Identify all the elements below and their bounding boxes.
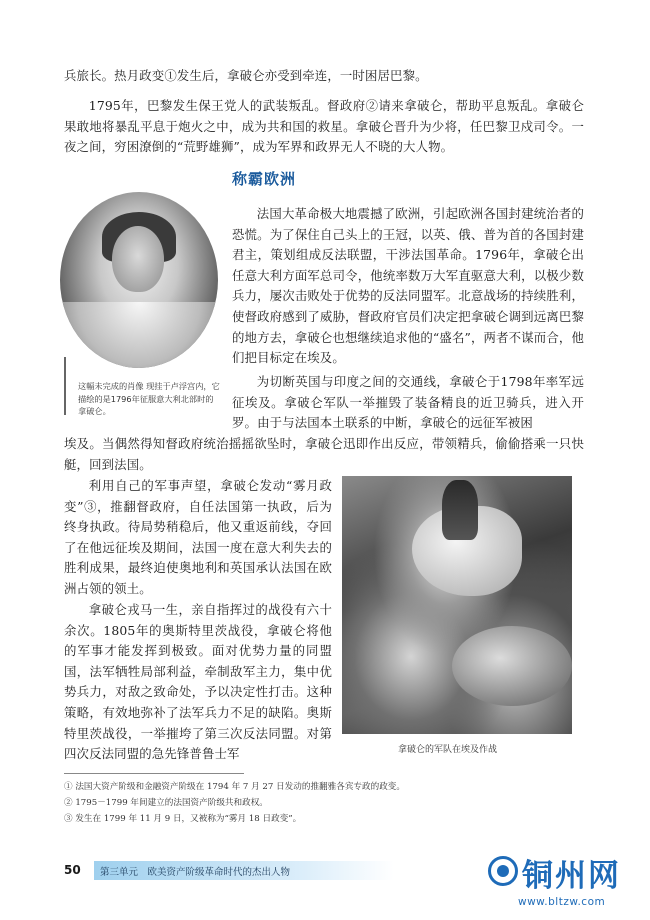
site-watermark: [488, 850, 638, 914]
section-title: 称霸欧洲: [232, 170, 297, 188]
caption-bar: [64, 357, 66, 415]
portrait-face: [112, 226, 164, 292]
footer-unit-title: 第三单元 欧美资产阶级革命时代的杰出人物: [100, 867, 291, 878]
footnote-1: ① 法国大资产阶级和金融资产阶级在 1794 年 7 月 27 日发动的推翻雅各宾专政的政变。: [64, 782, 405, 792]
portrait-coat: [60, 302, 218, 368]
watermark-name: 铜州网: [522, 858, 621, 894]
footnote-2: ② 1795－1799 年间建立的法国资产阶级共和政权。: [64, 798, 268, 808]
footnote-3: ③ 发生在 1799 年 11 月 9 日，又被称为“雾月 18 日政变”。: [64, 814, 302, 824]
watermark-logo-icon: [488, 856, 518, 886]
paragraph-2: 1795年，巴黎发生保王党人的武装叛乱。督政府②请来拿破仑，帮助平息叛乱。拿破仑果敢地将暴乱平息于炮火之中，成为共和国的救星。拿破仑晋升为少将，任巴黎卫戍司令。一夜之间，穷困潦倒的“荒野雄狮”，成为军界和政界无人不晓的大人物。: [64, 98, 584, 155]
paragraph-4a: 为切断英国与印度之间的交通线，拿破仑于1798年率军远征埃及。拿破仑军队一举摧毁了装备精良的近卫骑兵，进入开罗。由于与法国本土联系的中断，拿破仑的远征军被困: [232, 374, 584, 431]
paragraph-6: 拿破仑戎马一生，亲自指挥过的战役有六十余次。1805年的奥斯特里茨战役，拿破仑将他的军事才能发挥到极致。面对优势力量的同盟国，法军牺牲局部利益，牵制敌军主力，集中优势兵力，对敌之致命处，予以决定性打击。这种策略，有效地弥补了法军兵力不足的缺陷。奥斯特里茨战役，一举摧垮了第三次反法同盟。对第四次反法同盟的急先锋普鲁士军: [64, 602, 332, 762]
paragraph-5: 利用自己的军事声望，拿破仑发动“雾月政变”③，推翻督政府，自任法国第一执政，后为终身执政。待局势稍稳后，他又重返前线，夺回了在他远征埃及期间，法国一度在意大利失去的胜利成果，最终迫使奥地利和英国承认法国在欧洲占领的领土。: [64, 478, 332, 596]
rider: [442, 480, 478, 540]
watermark-url: www.bltzw.com: [518, 896, 606, 908]
paragraph-4b: 埃及。当偶然得知督政府统治摇摇欲坠时，拿破仑迅即作出反应，带领精兵，偷偷搭乘一只快艇，回到法国。: [64, 436, 584, 472]
footnote-rule: [64, 773, 244, 774]
fallen-soldier: [452, 626, 572, 706]
portrait-caption: 这幅未完成的肖像 现挂于卢浮宫内，它描绘的是1796年征服意大利北部时的拿破仑。: [78, 381, 220, 416]
napoleon-portrait-image: [60, 192, 218, 368]
battle-painting-image: [342, 476, 572, 734]
page-number: 50: [64, 863, 81, 877]
paragraph-1: 兵旅长。热月政变①发生后，拿破仑亦受到牵连，一时困居巴黎。: [64, 68, 428, 83]
battle-caption: 拿破仑的军队在埃及作战: [398, 745, 498, 755]
paragraph-3: 法国大革命极大地震撼了欧洲，引起欧洲各国封建统治者的恐慌。为了保住自己头上的王冠，以英、俄、普为首的各国封建君主，策划组成反法联盟，干涉法国革命。1796年，拿破仑出任意大利方面军总司令，他统率数万大军直驱意大利，以极少数兵力，屡次击败处于优势的反法同盟军。北意战场的持续胜利，使督政府感到了威胁，督政府官员们决定把拿破仑调到远离巴黎的地方去，拿破仑也想继续追求他的“盛名”，两者不谋而合，他们把目标定在埃及。: [232, 206, 584, 366]
